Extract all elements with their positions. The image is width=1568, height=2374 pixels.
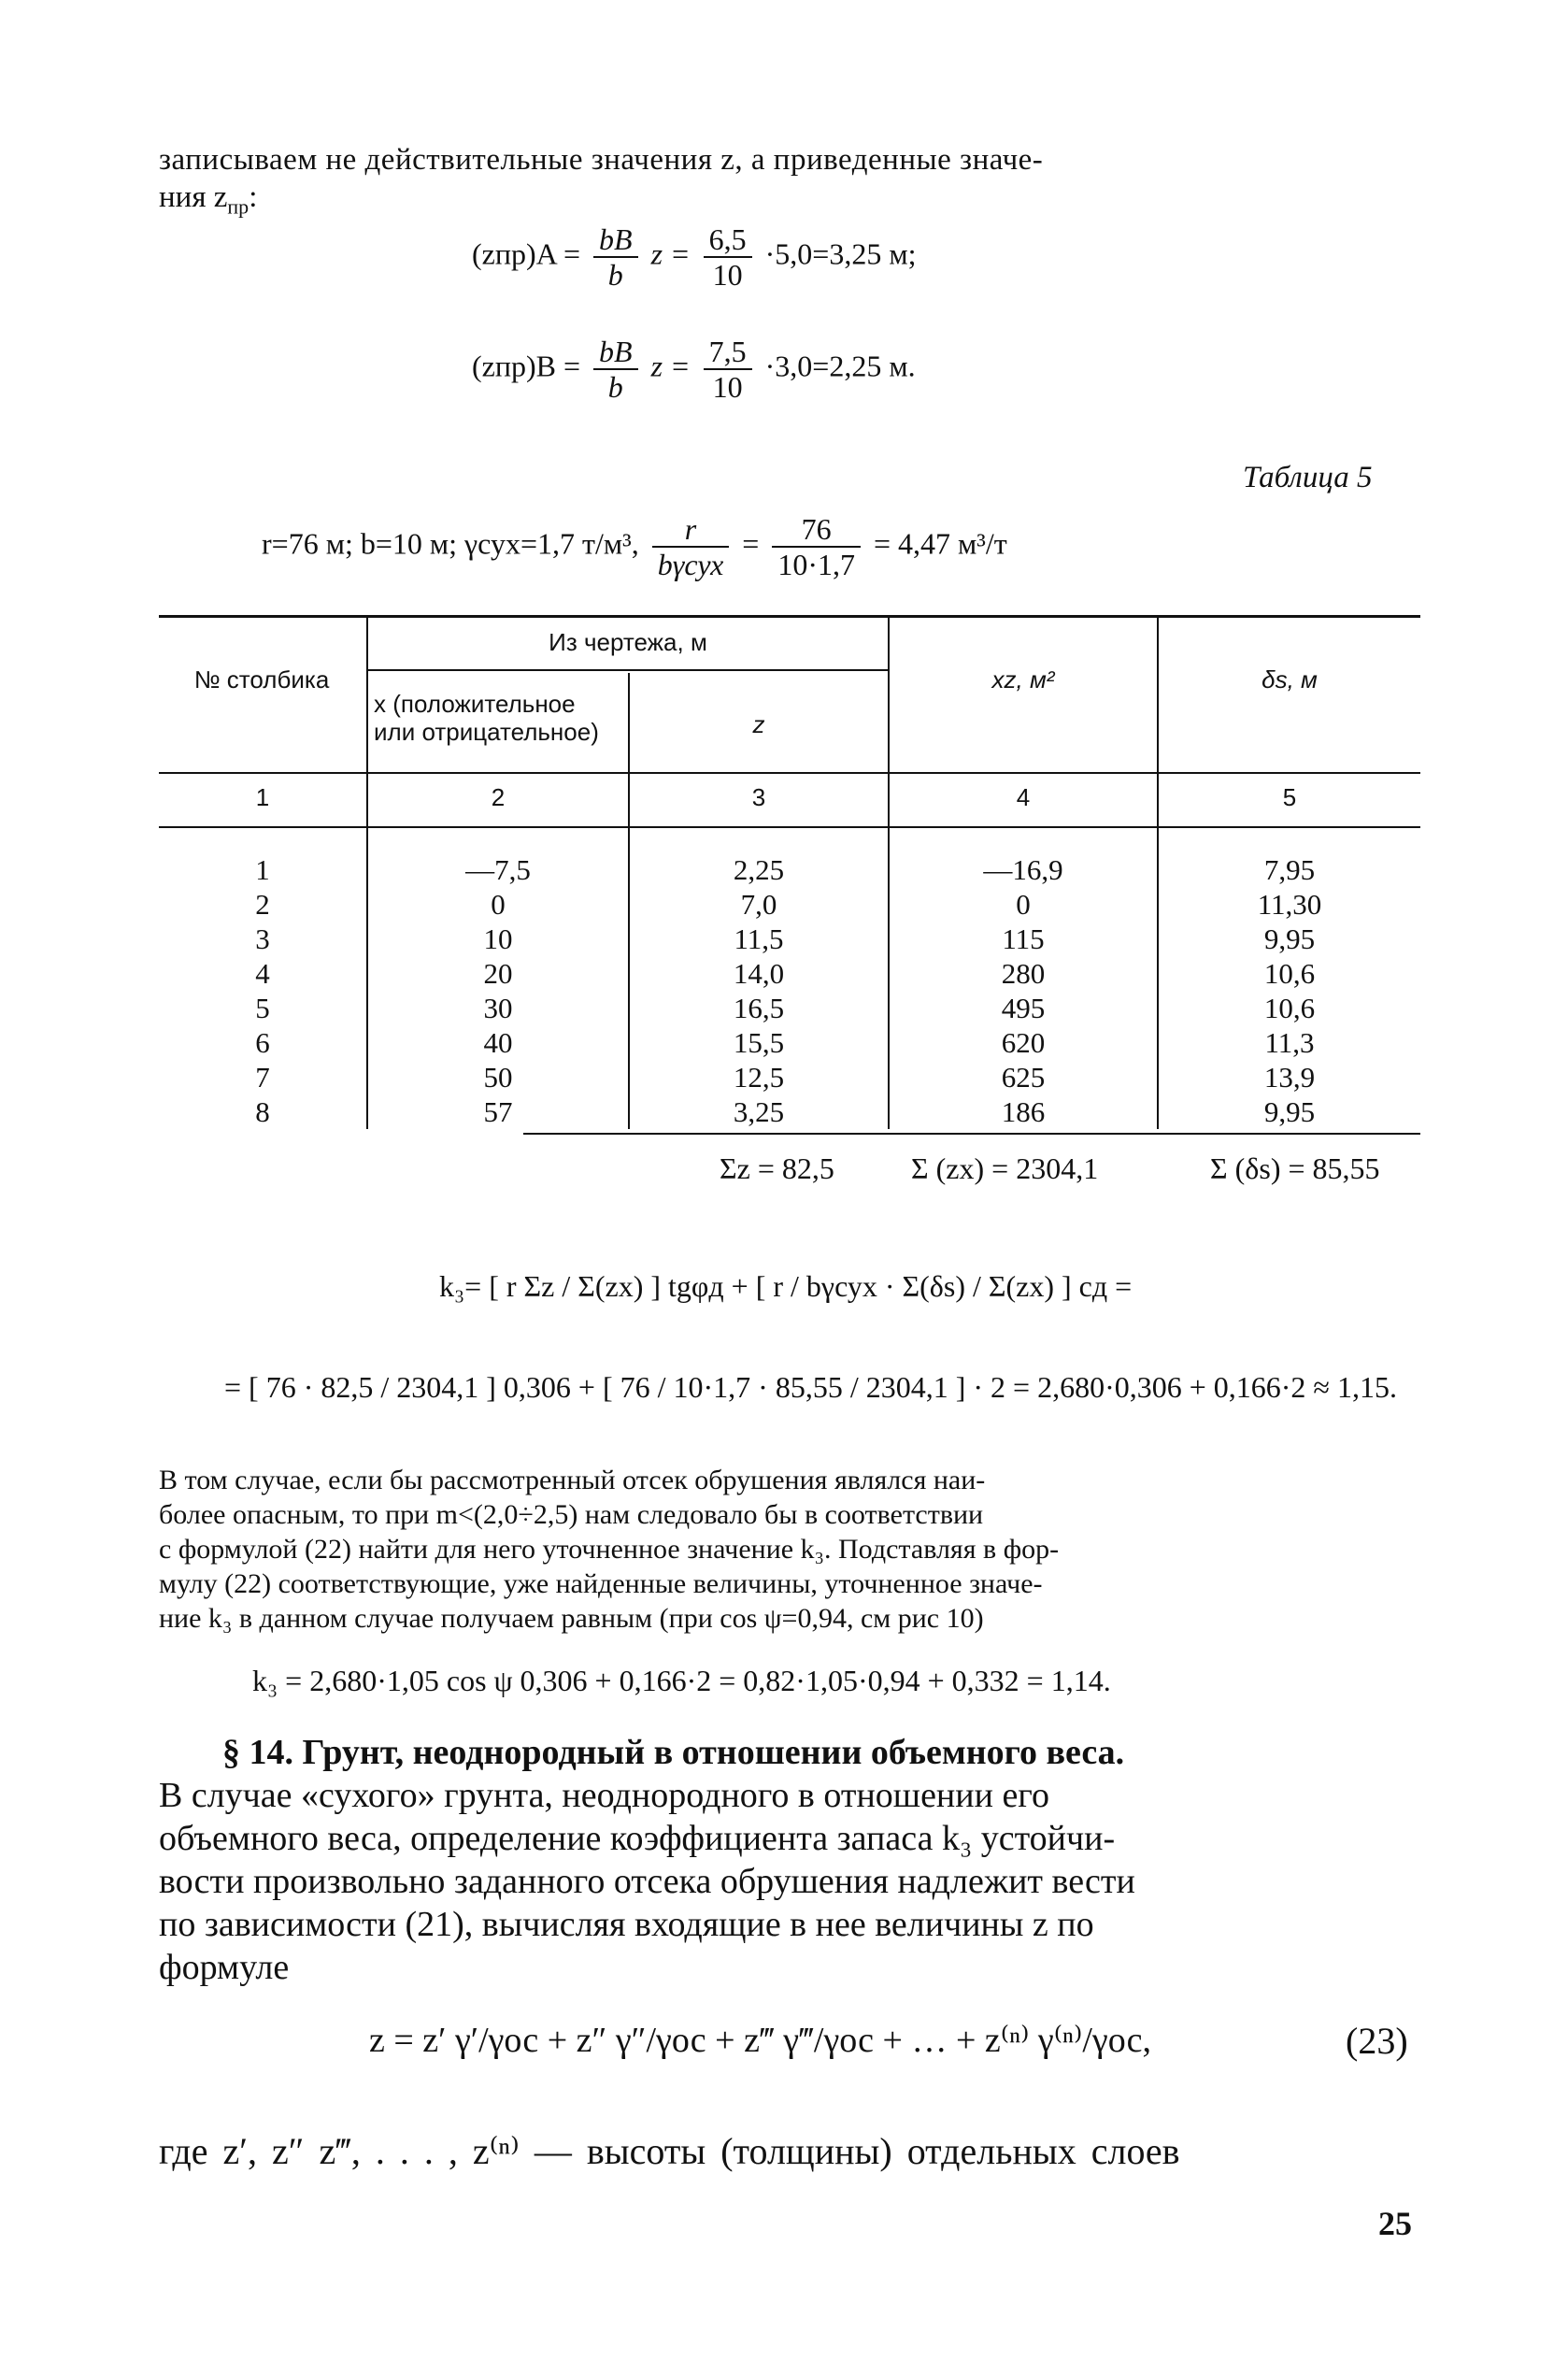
- params-den: bγсух: [657, 548, 724, 581]
- equation-a: [472, 222, 916, 292]
- section-14-line-1: В случае «сухого» грунта, неоднородного в отношении его: [159, 1776, 1049, 1815]
- para1-line-3: с формулой (22) найти для него уточненное значение k₃. Подставляя в фор-: [159, 1534, 1060, 1565]
- header-col5: δs, м: [1262, 665, 1318, 694]
- section-14-line-2: объемного веса, определение коэффициента запаса k₃ устойчи-: [159, 1819, 1116, 1858]
- formula-23-number: (23): [1346, 2020, 1408, 2062]
- header-col4: xz, м²: [991, 665, 1055, 694]
- table-cell-r2-c3: 7,0: [740, 888, 777, 921]
- table-colnum-rule: [159, 826, 1420, 828]
- colnum-4: 4: [1016, 783, 1031, 811]
- table-cell-r5-c4: 495: [1001, 992, 1046, 1024]
- table-header-rule: [159, 772, 1420, 774]
- equation-b-den2: 10: [712, 370, 743, 404]
- table-cell-r8-c1: 8: [255, 1095, 270, 1128]
- table-cell-r1-c3: 2,25: [733, 853, 785, 886]
- table-cell-r4-c5: 10,6: [1263, 957, 1316, 990]
- equation-a-num2: 6,5: [704, 222, 752, 258]
- table-cell-r3-c1: 3: [255, 922, 270, 955]
- table-cell-r3-c3: 11,5: [734, 922, 784, 955]
- equation-a-frac1: [593, 222, 638, 292]
- colnum-2: 2: [491, 783, 506, 811]
- header-col3: z: [752, 710, 765, 738]
- equation-b-frac2: [704, 335, 752, 404]
- table-cell-r2-c4: 0: [1016, 888, 1031, 921]
- table-cell-r5-c5: 10,6: [1263, 992, 1316, 1024]
- table-cell-r1-c1: 1: [255, 853, 270, 886]
- table-cell-r4-c4: 280: [1001, 957, 1046, 990]
- table-cell-r3-c2: 10: [483, 922, 513, 955]
- table-cell-r7-c1: 7: [255, 1061, 270, 1094]
- intro-line-2-tail: :: [249, 180, 258, 214]
- equation-b-num: bB: [593, 335, 638, 370]
- table-cell-r4-c2: 20: [483, 957, 513, 990]
- table-cell-r5-c3: 16,5: [733, 992, 785, 1024]
- table-cell-r8-c4: 186: [1001, 1095, 1046, 1128]
- equation-a-frac2: [704, 222, 752, 292]
- intro-line-2: [159, 179, 257, 225]
- section-14-heading: § 14. Грунт, неоднородный в отношении объемного веса.: [222, 1733, 1125, 1772]
- sum-z: Σz = 82,5: [720, 1151, 834, 1185]
- table-cell-r2-c5: 11,30: [1257, 888, 1322, 921]
- table-cell-r3-c4: 115: [1002, 922, 1045, 955]
- formula-k2: k₃ = 2,680·1,05 cos ψ 0,306 + 0,166·2 = 0,82·1,05·0,94 + 0,332 = 1,14.: [252, 1664, 1111, 1697]
- intro-line-2-text: ния z: [159, 180, 228, 214]
- equation-a-lhs: (zпр)A =: [472, 236, 581, 271]
- colnum-5: 5: [1282, 783, 1297, 811]
- para1-line-1: В том случае, если бы рассмотренный отсек обрушения являлся наи-: [159, 1465, 986, 1495]
- table-top-rule: [159, 615, 1420, 618]
- colnum-3: 3: [751, 783, 766, 811]
- table-cell-r7-c3: 12,5: [733, 1061, 785, 1094]
- equation-a-tail: ·5,0=3,25 м;: [764, 236, 917, 271]
- table-cell-r7-c4: 625: [1001, 1061, 1046, 1094]
- equation-a-den2: 10: [712, 258, 743, 292]
- table-cell-r2-c2: 0: [491, 888, 506, 921]
- table-cell-r7-c5: 13,9: [1263, 1061, 1316, 1094]
- params-frac1: [652, 512, 730, 581]
- params-num: r: [652, 512, 730, 548]
- section-14-line-5: формуле: [159, 1948, 290, 1987]
- table-cell-r6-c3: 15,5: [733, 1026, 785, 1059]
- equation-b-num2: 7,5: [704, 335, 752, 370]
- section-14-line-3: вости произвольно заданного отсека обрушения надлежит вести: [159, 1862, 1135, 1901]
- params-frac2: [772, 512, 861, 581]
- formula-k-line-1: k₃= [ r Σz / Σ(zx) ] tgφд + [ r / bγсух · Σ(δs) / Σ(zx) ] cд =: [439, 1269, 1133, 1303]
- intro-line-1: записываем не действительные значения z, а приведенные значе-: [159, 143, 1044, 177]
- params-tail: = 4,47 м³/т: [874, 526, 1007, 561]
- table-cell-r5-c1: 5: [255, 992, 270, 1024]
- table-cell-r5-c2: 30: [483, 992, 513, 1024]
- header-group: Из чертежа, м: [549, 628, 707, 656]
- intro-line-2-sub: пр: [227, 194, 249, 219]
- params-eq: =: [742, 526, 760, 561]
- para1-line-4: мулу (22) соответствующие, уже найденные величины, уточненное значе-: [159, 1568, 1043, 1599]
- equation-b-frac1: [593, 335, 638, 404]
- table-cell-r8-c3: 3,25: [733, 1095, 785, 1128]
- equation-b-den: b: [607, 370, 623, 404]
- params-line: [262, 512, 1007, 581]
- formula-23: z = z′ γ′/γос + z″ γ″/γос + z‴ γ‴/γос + … + z⁽ⁿ⁾ γ⁽ⁿ⁾/γос,: [369, 2021, 1152, 2060]
- last-line: где z′, z″ z‴, . . . , z⁽ⁿ⁾ — высоты (толщины) отдельных слоев: [159, 2130, 1180, 2172]
- equation-b-mid: z =: [650, 349, 691, 383]
- params-text: r=76 м; b=10 м; γсух=1,7 т/м³,: [262, 526, 639, 561]
- table-cell-r4-c3: 14,0: [733, 957, 785, 990]
- params-num2: 76: [772, 512, 861, 548]
- formula-k-line-2: = [ 76 · 82,5 / 2304,1 ] 0,306 + [ 76 / 10·1,7 · 85,55 / 2304,1 ] · 2 = 2,680·0,306 + 0,166·2 ≈ 1,15.: [224, 1370, 1397, 1404]
- table-bottom-rule: [523, 1133, 1420, 1135]
- table-group-rule: [368, 669, 888, 671]
- section-14-line-4: по зависимости (21), вычисляя входящие в нее величины z по: [159, 1905, 1094, 1944]
- table-cell-r8-c2: 57: [483, 1095, 513, 1128]
- table-caption: Таблица 5: [1243, 461, 1373, 494]
- section-14: [159, 1731, 1430, 1989]
- sum-zx: Σ (zx) = 2304,1: [911, 1151, 1099, 1185]
- colnum-1: 1: [255, 783, 270, 811]
- equation-b-tail: ·3,0=2,25 м.: [764, 349, 916, 383]
- page-number: 25: [1378, 2205, 1412, 2242]
- table-cell-r6-c2: 40: [483, 1026, 513, 1059]
- header-col2: x (положительное или отрицательное): [374, 690, 599, 746]
- table-cell-r6-c4: 620: [1001, 1026, 1046, 1059]
- header-col1: № столбика: [193, 665, 330, 694]
- equation-a-mid: z =: [650, 236, 691, 271]
- table-cell-r6-c1: 6: [255, 1026, 270, 1059]
- equation-a-num: bB: [593, 222, 638, 258]
- table-cell-r2-c1: 2: [255, 888, 270, 921]
- table-cell-r8-c5: 9,95: [1263, 1095, 1316, 1128]
- table-cell-r4-c1: 4: [255, 957, 270, 990]
- sum-ds: Σ (δs) = 85,55: [1210, 1151, 1380, 1185]
- para1-line-5: ние k₃ в данном случае получаем равным (при cos ψ=0,94, см рис 10): [159, 1603, 984, 1634]
- paragraph-1: [159, 1463, 1430, 1636]
- equation-a-den: b: [607, 258, 623, 292]
- table-cell-r1-c4: —16,9: [983, 853, 1063, 886]
- equation-b-lhs: (zпр)B =: [472, 349, 581, 383]
- table-cell-r6-c5: 11,3: [1264, 1026, 1315, 1059]
- table-cell-r3-c5: 9,95: [1263, 922, 1316, 955]
- table-cell-r7-c2: 50: [483, 1061, 513, 1094]
- params-den2: 10·1,7: [777, 548, 855, 581]
- equation-b: [472, 335, 916, 404]
- table-cell-r1-c5: 7,95: [1263, 853, 1316, 886]
- para1-line-2: более опасным, то при m<(2,0÷2,5) нам следовало бы в соответствии: [159, 1499, 984, 1530]
- table-cell-r1-c2: —7,5: [465, 853, 531, 886]
